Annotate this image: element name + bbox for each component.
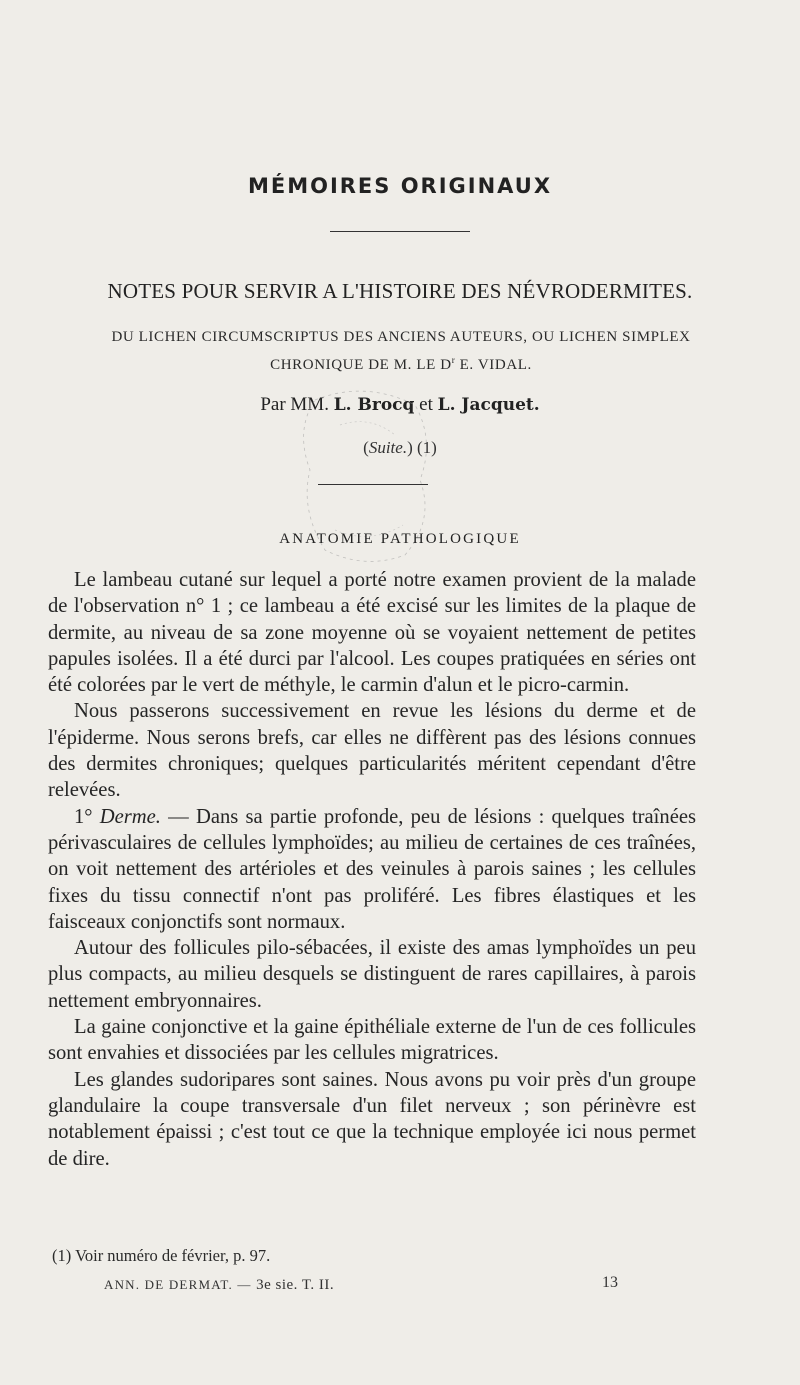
body-text bbox=[48, 567, 696, 1172]
paragraph-5: La gaine conjonctive et la gaine épithéliale externe de l'un de ces follicules sont envahies et dissociées par les cellules migratrices. bbox=[48, 1016, 696, 1065]
subtitle-line-2-suffix: E. VIDAL. bbox=[455, 357, 532, 373]
title-rule bbox=[330, 231, 470, 232]
paragraph-3 bbox=[48, 804, 696, 935]
section-heading: ANATOMIE PATHOLOGIQUE bbox=[279, 531, 521, 547]
footnote: (1) Voir numéro de février, p. 97. bbox=[52, 1246, 271, 1265]
paragraph-2: Nous passerons successivement en revue les lésions du derme et de l'épiderme. Nous serons brefs, car elles ne diffèrent pas des lésions connues des dermites chroniques; quelques particularités méritent cependant d'être relevées. bbox=[48, 700, 696, 802]
section-title: MÉMOIRES ORIGINAUX bbox=[247, 174, 553, 198]
authors-line bbox=[0, 394, 800, 416]
article-title: NOTES POUR SERVIR A L'HISTOIRE DES NÉVRODERMITES. bbox=[107, 279, 693, 303]
suite-line: (Suite.) (1) bbox=[363, 438, 437, 457]
subtitle-line-2-sup: r bbox=[451, 355, 456, 365]
separator-rule bbox=[318, 484, 428, 485]
paragraph-3-label: 1° bbox=[74, 805, 100, 828]
subtitle-line-2 bbox=[48, 355, 754, 374]
author-1: L. Brocq bbox=[333, 395, 415, 415]
paragraph-3-text: — Dans sa partie profonde, peu de lésions : quelques traînées périvasculaires de cellules lymphoïdes; au milieu de certaines de ces traînées, on voit nettement des artérioles et des veinules à parois saines ; les cellules fixes du tissu connectif n'ont pas proliféré. Les fibres élastiques et les faisceaux conjonctifs sont normaux. bbox=[48, 805, 696, 933]
authors-prefix: Par MM. bbox=[260, 394, 334, 415]
journal-abbrev: ANN. DE DERMAT. — bbox=[104, 1277, 257, 1292]
paragraph-4: Autour des follicules pilo-sébacées, il existe des amas lymphoïdes un peu plus compacts, au milieu desquels se distinguent de rares capillaires, à parois nettement embryonnaires. bbox=[48, 937, 696, 1012]
paragraph-6: Les glandes sudoripares sont saines. Nous avons pu voir près d'un groupe glandulaire la coupe transversale d'un filet nerveux ; son périnèvre est notablement épaissi ; c'est tout ce que la technique employée ici nous permet de dire. bbox=[48, 1068, 696, 1170]
page-number: 13 bbox=[602, 1274, 618, 1291]
author-2: L. Jacquet. bbox=[437, 395, 540, 415]
journal-series: 3e sie. T. II. bbox=[256, 1277, 335, 1293]
subtitle-line-2-prefix: CHRONIQUE DE M. LE D bbox=[270, 357, 452, 373]
authors-join: et bbox=[414, 394, 438, 415]
paragraph-3-term: Derme. bbox=[99, 805, 161, 828]
suite-footnote-ref: (1) bbox=[417, 438, 437, 457]
suite-label: Suite. bbox=[368, 438, 408, 457]
subtitle-line-1: DU LICHEN CIRCUMSCRIPTUS DES ANCIENS AUTEURS, OU LICHEN SIMPLEX bbox=[111, 329, 691, 345]
journal-signature bbox=[104, 1277, 334, 1294]
paragraph-1: Le lambeau cutané sur lequel a porté notre examen provient de la malade de l'observation n° 1 ; ce lambeau a été excisé sur les limites de la plaque de dermite, au niveau de sa zone moyenne où se voyaient nettement de petites papules isolées. Il a été durci par l'alcool. Les coupes pratiquées en séries ont été colorées par le vert de méthyle, le carmin d'alun et le picro-carmin. bbox=[48, 569, 696, 697]
